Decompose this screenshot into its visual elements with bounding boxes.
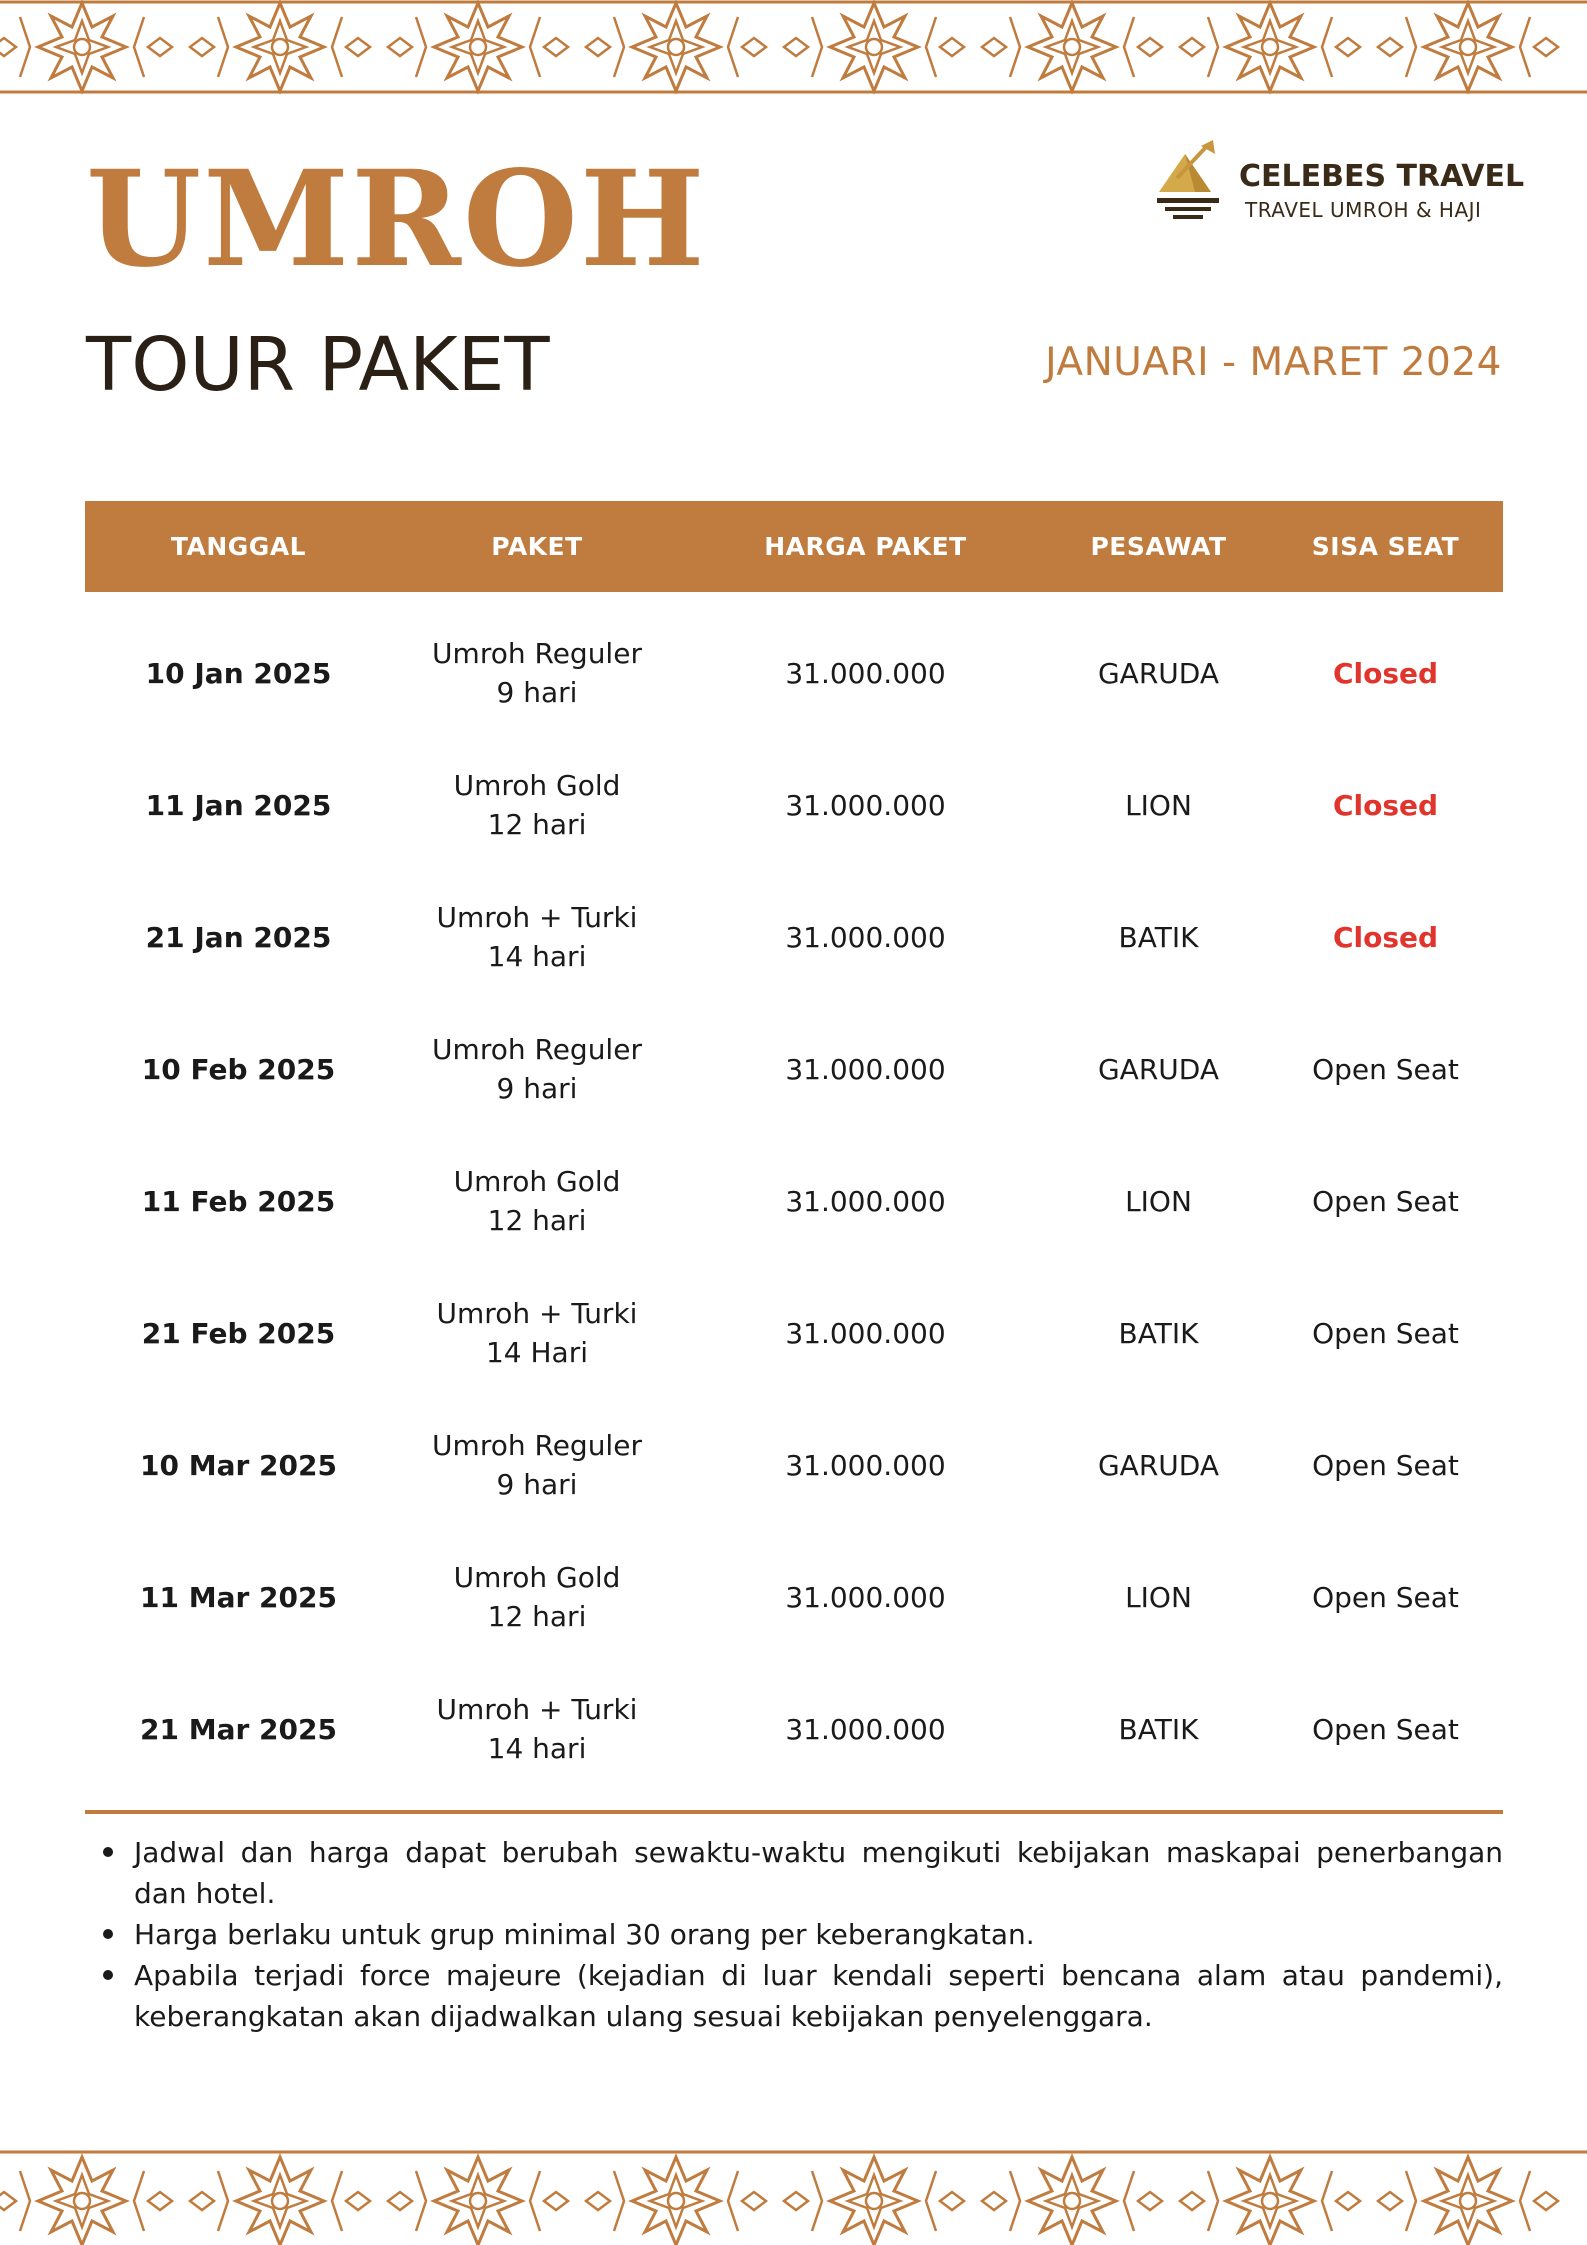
package-cell [392,766,682,844]
package-name: Umroh Reguler [432,1429,642,1462]
date-cell: 21 Jan 2025 [145,920,332,954]
note-text: Harga berlaku untuk grup minimal 30 orang per keberangkatan. [134,1918,1035,1951]
package-cell [392,1426,682,1504]
package-cell [392,1294,682,1372]
table-header [85,501,1503,592]
package-cell [392,898,682,976]
package-cell [392,1162,682,1240]
table-row [85,871,1503,1003]
table-row [85,1531,1503,1663]
package-name: Umroh Reguler [432,1033,642,1066]
table-bottom-rule [85,1810,1503,1814]
seat-status-cell: Open Seat [1312,1580,1459,1614]
seat-status-cell: Closed [1332,656,1439,690]
date-cell: 10 Mar 2025 [140,1448,337,1482]
date-cell: 11 Feb 2025 [141,1184,336,1218]
date-cell: 11 Jan 2025 [145,788,332,822]
mountain-arrow-logo-icon [1155,140,1227,226]
package-name: Umroh + Turki [436,1297,638,1330]
period-label: JANUARI - MARET 2024 [1045,340,1502,385]
package-cell [392,1690,682,1768]
table-row [85,1135,1503,1267]
page-subtitle: TOUR PAKET [86,322,550,408]
brand-logo [1155,138,1525,230]
date-cell: 21 Mar 2025 [140,1712,337,1746]
date-cell: 10 Feb 2025 [141,1052,336,1086]
price-cell: 31.000.000 [785,788,946,822]
price-cell: 31.000.000 [785,1184,946,1218]
airline-cell: BATIK [1118,920,1199,954]
table-row [85,607,1503,739]
package-duration: 14 Hari [485,1336,589,1369]
table-row [85,1663,1503,1795]
package-duration: 9 hari [496,676,578,709]
note-item [134,1832,1503,1914]
bottom-ornament-border [0,2149,1587,2245]
seat-status-cell: Open Seat [1312,1712,1459,1746]
seat-status-cell: Open Seat [1312,1052,1459,1086]
column-header: PESAWAT [1090,532,1227,561]
airline-cell: LION [1125,788,1192,822]
date-cell: 21 Feb 2025 [141,1316,336,1350]
package-duration: 12 hari [487,808,587,841]
bullet-icon [103,1929,113,1939]
brand-name: CELEBES TRAVEL [1239,159,1525,194]
price-cell: 31.000.000 [785,1316,946,1350]
package-name: Umroh Gold [453,769,621,802]
seat-status-cell: Open Seat [1312,1316,1459,1350]
table-body [85,592,1503,1795]
seat-status-cell: Open Seat [1312,1448,1459,1482]
date-cell: 10 Jan 2025 [145,656,332,690]
column-header: SISA SEAT [1311,532,1460,561]
column-header: TANGGAL [170,532,307,561]
table-row [85,1399,1503,1531]
seat-status-cell: Closed [1332,920,1439,954]
price-cell: 31.000.000 [785,656,946,690]
package-duration: 9 hari [496,1072,578,1105]
airline-cell: BATIK [1118,1712,1199,1746]
table-row [85,1267,1503,1399]
package-cell [392,1558,682,1636]
top-ornament-border [0,0,1587,96]
package-name: Umroh Gold [453,1561,621,1594]
bullet-icon [103,1847,113,1857]
table-row [85,739,1503,871]
bullet-icon [103,1970,113,1980]
note-item [134,1914,1503,1955]
package-name: Umroh Reguler [432,637,642,670]
price-cell: 31.000.000 [785,1580,946,1614]
package-duration: 14 hari [487,1732,587,1765]
schedule-table [85,501,1503,1814]
package-cell [392,634,682,712]
package-name: Umroh + Turki [436,901,638,934]
note-text: Apabila terjadi force majeure (kejadian di luar kendali seperti bencana alam atau pandemi), keberangkatan akan dijadwalkan ulang sesuai kebijakan penyelenggara. [134,1959,1503,2033]
price-cell: 31.000.000 [785,920,946,954]
seat-status-cell: Open Seat [1312,1184,1459,1218]
table-row [85,1003,1503,1135]
price-cell: 31.000.000 [785,1712,946,1746]
brand-tagline: TRAVEL UMROH & HAJI [1245,198,1482,222]
package-name: Umroh Gold [453,1165,621,1198]
price-cell: 31.000.000 [785,1448,946,1482]
airline-cell: GARUDA [1097,656,1220,690]
package-duration: 12 hari [487,1600,587,1633]
package-cell [392,1030,682,1108]
airline-cell: GARUDA [1097,1052,1220,1086]
airline-cell: BATIK [1118,1316,1199,1350]
package-duration: 9 hari [496,1468,578,1501]
airline-cell: LION [1125,1580,1192,1614]
package-duration: 14 hari [487,940,587,973]
airline-cell: GARUDA [1097,1448,1220,1482]
note-text: Jadwal dan harga dapat berubah sewaktu-waktu mengikuti kebijakan maskapai penerbangan dan hotel. [134,1836,1503,1910]
package-duration: 12 hari [487,1204,587,1237]
page-title: UMROH [86,142,707,297]
column-header: PAKET [491,532,583,561]
price-cell: 31.000.000 [785,1052,946,1086]
notes-list [134,1832,1503,2037]
package-name: Umroh + Turki [436,1693,638,1726]
note-item [134,1955,1503,2037]
seat-status-cell: Closed [1332,788,1439,822]
date-cell: 11 Mar 2025 [140,1580,337,1614]
airline-cell: LION [1125,1184,1192,1218]
column-header: HARGA PAKET [764,532,967,561]
